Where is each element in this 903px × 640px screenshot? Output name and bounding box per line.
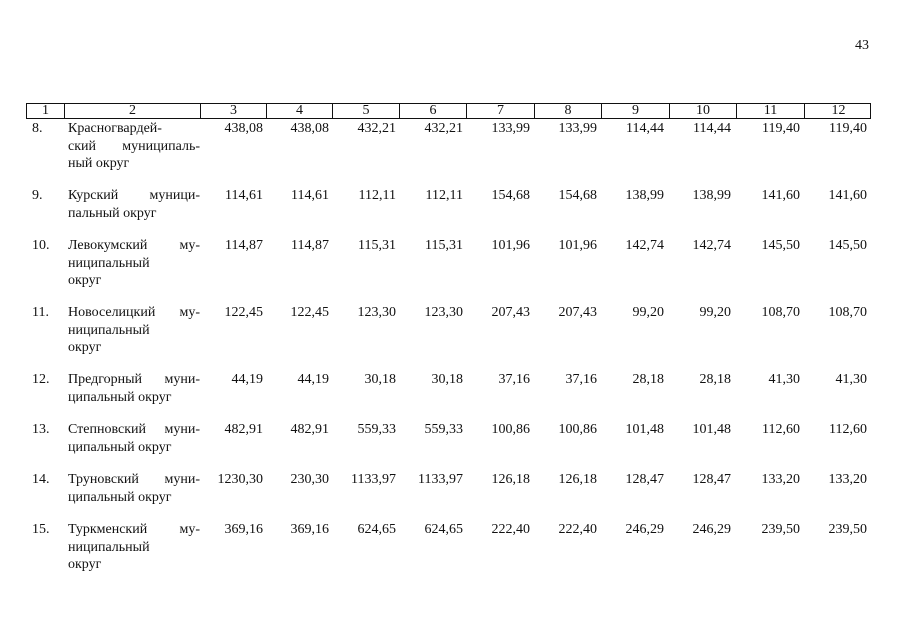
value-cell: 207,43	[558, 305, 597, 320]
municipality-name	[68, 237, 200, 290]
value-cell: 112,11	[425, 188, 463, 203]
value-cell: 100,86	[491, 422, 530, 437]
value-cell: 133,99	[491, 121, 530, 136]
name-line: Степновский муни-	[68, 422, 200, 437]
header-cell: 10	[669, 104, 736, 118]
name-line: Курский муници-	[68, 188, 200, 203]
name-line: ский муниципаль-	[68, 138, 200, 154]
value-cell: 126,18	[558, 472, 597, 487]
name-line: ципальный округ	[68, 389, 172, 405]
name-line: Левокумский му-	[68, 238, 200, 253]
value-cell: 133,20	[761, 472, 800, 487]
value-cell: 145,50	[761, 238, 800, 253]
municipality-name	[68, 521, 200, 574]
header-cell: 9	[601, 104, 669, 118]
value-cell: 115,31	[425, 238, 463, 253]
name-line: Предгорный муни-	[68, 372, 200, 387]
value-cell: 369,16	[224, 522, 263, 537]
value-cell: 154,68	[558, 188, 597, 203]
value-cell: 246,29	[625, 522, 664, 537]
value-cell: 142,74	[625, 238, 664, 253]
value-cell: 141,60	[761, 188, 800, 203]
value-cell: 138,99	[692, 188, 731, 203]
value-cell: 222,40	[558, 522, 597, 537]
header-cell: 12	[804, 104, 872, 118]
row-number: 8.	[32, 121, 43, 136]
header-cell: 6	[399, 104, 466, 118]
value-cell: 44,19	[297, 372, 329, 387]
value-cell: 114,61	[225, 188, 263, 203]
value-cell: 123,30	[424, 305, 463, 320]
value-cell: 1133,97	[418, 472, 463, 487]
value-cell: 37,16	[498, 372, 530, 387]
value-cell: 432,21	[357, 121, 396, 136]
value-cell: 44,19	[231, 372, 263, 387]
value-cell: 369,16	[290, 522, 329, 537]
value-cell: 114,61	[291, 188, 329, 203]
name-line: ципальный округ	[68, 439, 172, 455]
row-number: 10.	[32, 238, 50, 253]
value-cell: 114,87	[225, 238, 263, 253]
value-cell: 128,47	[625, 472, 664, 487]
value-cell: 142,74	[692, 238, 731, 253]
value-cell: 41,30	[835, 372, 867, 387]
value-cell: 101,48	[625, 422, 664, 437]
value-cell: 1230,30	[217, 472, 263, 487]
value-cell: 119,40	[829, 121, 867, 136]
header-cell: 8	[534, 104, 601, 118]
value-cell: 100,86	[558, 422, 597, 437]
value-cell: 239,50	[761, 522, 800, 537]
value-cell: 37,16	[565, 372, 597, 387]
header-cell: 4	[266, 104, 332, 118]
name-line: ный округ	[68, 156, 130, 171]
value-cell: 138,99	[625, 188, 664, 203]
value-cell: 126,18	[491, 472, 530, 487]
value-cell: 101,96	[491, 238, 530, 253]
value-cell: 99,20	[699, 305, 731, 320]
value-cell: 122,45	[224, 305, 263, 320]
municipality-name	[68, 371, 200, 406]
value-cell: 101,96	[558, 238, 597, 253]
value-cell: 41,30	[768, 372, 800, 387]
header-cell: 11	[736, 104, 804, 118]
value-cell: 28,18	[632, 372, 664, 387]
value-cell: 128,47	[692, 472, 731, 487]
name-line: округ	[68, 340, 102, 355]
name-line: Красногвардей-	[68, 121, 162, 136]
value-cell: 112,11	[358, 188, 396, 203]
value-cell: 112,60	[762, 422, 800, 437]
value-cell: 141,60	[828, 188, 867, 203]
header-cell: 1	[42, 103, 49, 118]
name-line: округ	[68, 273, 102, 288]
value-cell: 559,33	[357, 422, 396, 437]
name-line: пальный округ	[68, 205, 157, 221]
name-line: Новоселицкий му-	[68, 305, 200, 320]
row-number: 9.	[32, 188, 43, 203]
header-cell: 3	[200, 104, 266, 118]
value-cell: 123,30	[357, 305, 396, 320]
row-number: 14.	[32, 472, 50, 487]
value-cell: 115,31	[358, 238, 396, 253]
municipality-name	[68, 187, 200, 222]
name-line: ниципальный	[68, 322, 150, 338]
municipality-name	[68, 471, 200, 506]
value-cell: 108,70	[828, 305, 867, 320]
municipality-name	[68, 304, 200, 357]
value-cell: 154,68	[491, 188, 530, 203]
name-line: ниципальный	[68, 539, 150, 555]
value-cell: 114,87	[291, 238, 329, 253]
value-cell: 1133,97	[351, 472, 396, 487]
value-cell: 559,33	[424, 422, 463, 437]
page-number: 43	[855, 38, 869, 53]
municipality-name	[68, 421, 200, 456]
value-cell: 432,21	[424, 121, 463, 136]
value-cell: 438,08	[224, 121, 263, 136]
value-cell: 28,18	[699, 372, 731, 387]
value-cell: 114,44	[693, 121, 731, 136]
row-number: 12.	[32, 372, 50, 387]
name-line: Труновский муни-	[68, 472, 200, 487]
value-cell: 207,43	[491, 305, 530, 320]
municipality-name	[68, 120, 200, 173]
value-cell: 624,65	[424, 522, 463, 537]
row-number: 13.	[32, 422, 50, 437]
name-line: ципальный округ	[68, 489, 172, 505]
value-cell: 30,18	[431, 372, 463, 387]
row-number: 11.	[32, 305, 49, 320]
table-header-row	[26, 103, 871, 119]
name-line: Туркменский му-	[68, 522, 200, 537]
value-cell: 222,40	[491, 522, 530, 537]
header-cell: 2	[64, 104, 200, 118]
name-line: округ	[68, 557, 102, 572]
name-line: ниципальный	[68, 255, 150, 271]
value-cell: 133,99	[558, 121, 597, 136]
value-cell: 482,91	[290, 422, 329, 437]
value-cell: 30,18	[364, 372, 396, 387]
value-cell: 119,40	[762, 121, 800, 136]
value-cell: 112,60	[829, 422, 867, 437]
value-cell: 145,50	[828, 238, 867, 253]
value-cell: 438,08	[290, 121, 329, 136]
value-cell: 624,65	[357, 522, 396, 537]
value-cell: 239,50	[828, 522, 867, 537]
value-cell: 246,29	[692, 522, 731, 537]
value-cell: 133,20	[828, 472, 867, 487]
value-cell: 230,30	[290, 472, 329, 487]
value-cell: 101,48	[692, 422, 731, 437]
header-cell: 7	[466, 104, 534, 118]
value-cell: 482,91	[224, 422, 263, 437]
value-cell: 114,44	[626, 121, 664, 136]
header-cell: 5	[332, 104, 399, 118]
row-number: 15.	[32, 522, 50, 537]
value-cell: 99,20	[632, 305, 664, 320]
value-cell: 122,45	[290, 305, 329, 320]
value-cell: 108,70	[761, 305, 800, 320]
